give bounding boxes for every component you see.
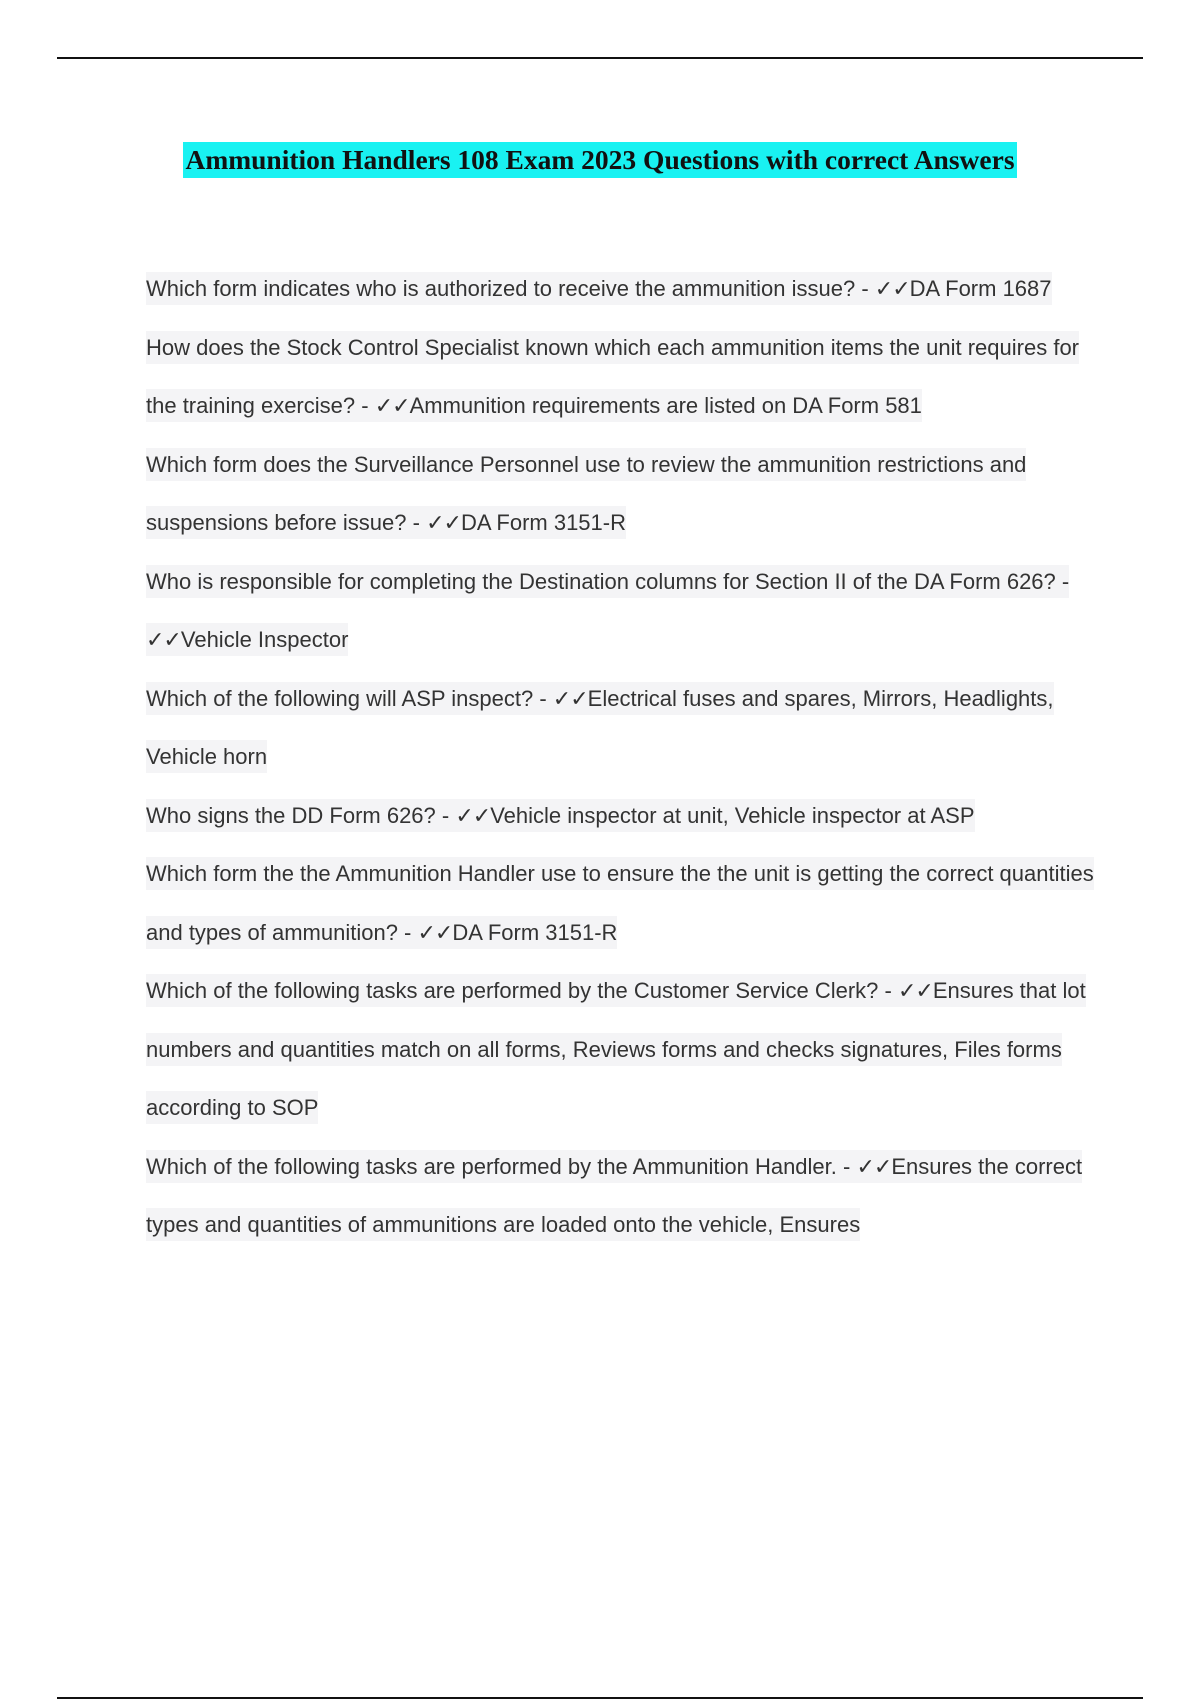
question-text: Which form indicates who is authorized to receive the ammunition issue?	[146, 276, 856, 301]
check-icon: ✓✓	[455, 802, 491, 828]
question-text: Which of the following tasks are performed by the Ammunition Handler.	[146, 1153, 837, 1179]
answer-text: DA Form 3151-R	[452, 919, 618, 945]
bottom-rule	[57, 1697, 1143, 1699]
qa-item	[146, 787, 1096, 846]
question-text: Who signs the DD Form 626?	[146, 802, 436, 828]
separator: -	[435, 802, 456, 828]
qa-item	[146, 260, 1096, 319]
check-icon: ✓✓	[374, 393, 410, 418]
answer-text: Ammunition requirements are listed on DA Form 581	[409, 393, 922, 418]
check-icon: ✓✓	[552, 685, 588, 711]
qa-item	[146, 962, 1096, 1138]
check-icon: ✓✓	[426, 510, 461, 535]
answer-text: Electrical fuses and spares, Mirrors, Headlights, Vehicle horn	[146, 685, 1054, 769]
qa-item	[146, 319, 1096, 436]
separator: -	[397, 919, 418, 945]
qa-item	[146, 1138, 1096, 1255]
separator: -	[355, 393, 375, 418]
question-text: Who is responsible for completing the Destination columns for Section II of the DA Form 626?	[146, 568, 1056, 594]
qa-list	[146, 260, 1096, 1255]
question-text: Which form does the Surveillance Personnel use to review the ammunition restrictions and suspensions before issue?	[146, 451, 1027, 535]
check-icon: ✓✓	[417, 919, 453, 945]
separator: -	[855, 276, 875, 301]
question-text: Which of the following will ASP inspect?	[146, 685, 534, 711]
answer-text: DA Form 3151-R	[460, 510, 626, 535]
check-icon: ✓✓	[856, 1153, 892, 1179]
separator: -	[1055, 568, 1070, 594]
answer-text: Ensures that lot numbers and quantities match on all forms, Reviews forms and checks signatures, Files forms according to SOP	[146, 978, 1086, 1120]
check-icon: ✓✓	[146, 627, 181, 652]
separator: -	[878, 978, 898, 1003]
page-title: Ammunition Handlers 108 Exam 2023 Questions with correct Answers	[183, 142, 1016, 178]
qa-item	[146, 670, 1096, 787]
answer-text: Ensures the correct types and quantities of ammunitions are loaded onto the vehicle, Ensures	[146, 1153, 1083, 1237]
top-rule	[57, 57, 1143, 59]
question-text: How does the Stock Control Specialist known which each ammunition items the unit requires for the training exercise?	[146, 334, 1080, 418]
separator: -	[836, 1153, 857, 1179]
question-text: Which of the following tasks are performed by the Customer Service Clerk?	[146, 978, 879, 1003]
qa-item	[146, 553, 1096, 670]
separator: -	[533, 685, 553, 711]
qa-item	[146, 845, 1096, 962]
separator: -	[406, 510, 427, 535]
question-text: Which form the the Ammunition Handler use to ensure the the unit is getting the correct quantities and types of ammunition?	[146, 861, 1094, 945]
answer-text: Vehicle Inspector	[180, 627, 349, 652]
check-icon: ✓✓	[897, 978, 933, 1003]
title-wrap	[0, 142, 1200, 178]
answer-text: Vehicle inspector at unit, Vehicle inspector at ASP	[490, 802, 975, 828]
answer-text: DA Form 1687	[909, 276, 1052, 301]
check-icon: ✓✓	[874, 276, 910, 301]
qa-item	[146, 436, 1096, 553]
